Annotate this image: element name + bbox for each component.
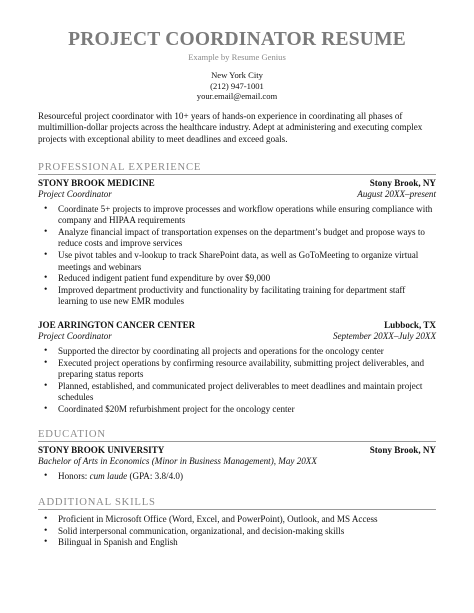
education-degree: Bachelor of Arts in Economics (Minor in Business Management), May 20XX [38,456,317,467]
bullet-item: • Supported the director by coordinating all projects and operations for the oncology center [38,346,436,358]
contact-phone: (212) 947-1001 [210,80,264,91]
bullet-item: • Coordinated $20M refurbishment project for the oncology center [38,404,436,416]
skills-list [38,514,436,549]
job-bullets [38,346,436,416]
bullet-item: • Planned, established, and communicated project deliverables to meet deadlines and maintain project schedules [38,381,436,404]
contact-email: your.email@email.com [196,91,278,102]
contact-city: New York City [211,70,263,80]
honors-label: Honors: [58,471,90,482]
skill-item: • Solid interpersonal communication, organizational, and decision-making skills [38,526,436,538]
resume-subtitle: Example by Resume Genius [188,52,286,62]
job-location: Stony Brook, NY [369,177,436,188]
job-entry [38,320,436,416]
skill-item: • Proficient in Microsoft Office (Word, Excel, and PowerPoint), Outlook, and MS Access [38,514,436,526]
education-header [38,445,436,456]
experience-heading: PROFESSIONAL EXPERIENCE [38,161,436,175]
education-location: Stony Brook, NY [369,445,436,456]
bullet-item: • Analyze financial impact of transportation expenses on the department’s budget and propose ways to reduce costs and improve services [38,227,436,250]
honors-gpa: (GPA: 3.8/4.0) [127,471,183,482]
education-entry [38,445,436,483]
bullet-item: • Reduced indigent patient fund expenditure by over $9,000 [38,273,436,285]
contact-info [38,70,436,102]
resume-title: PROJECT COORDINATOR RESUME [68,29,406,50]
honors-item [38,471,436,483]
job-entry [38,178,436,308]
job-subheader [38,189,436,200]
bullet-item: • Executed project operations by confirming resource availability, submitting project deliverables, and preparing status reports [38,358,436,381]
bullet-item: • Coordinate 5+ projects to improve processes and workflow operations while ensuring compliance with company and HIPAA requirements [38,204,436,227]
job-employer: STONY BROOK MEDICINE [38,177,155,188]
job-dates: August 20XX–present [357,188,436,199]
education-heading: EDUCATION [38,428,436,442]
job-header [38,320,436,331]
honors-latin: cum laude [89,471,128,482]
bullet-item: • Use pivot tables and v-lookup to track SharePoint data, as well as GoToMeeting to organize virtual meetings and webinars [38,250,436,273]
job-bullets [38,204,436,308]
skills-heading: ADDITIONAL SKILLS [38,496,436,510]
bullet-item: • Improved department productivity and functionality by facilitating training for department staff learning to use new EMR modules [38,285,436,308]
education-school: STONY BROOK UNIVERSITY [38,445,165,456]
education-bullets [38,471,436,483]
job-dates: September 20XX–July 20XX [332,330,436,341]
job-subheader [38,331,436,342]
summary-paragraph: Resourceful project coordinator with 10+ years of hands-on experience in coordinating all phases of multimillion-dollar projects across the healthcare industry. Adept at administering and executing complex projects with exceptional ability to meet deadlines and exceed goals. [38,110,423,144]
job-employer: JOE ARRINGTON CANCER CENTER [38,319,196,330]
skill-item: • Bilingual in Spanish and English [38,537,436,549]
job-header [38,178,436,189]
job-location: Lubbock, TX [384,319,436,330]
education-subheader [38,456,436,467]
job-role: Project Coordinator [38,330,112,341]
job-role: Project Coordinator [38,188,112,199]
